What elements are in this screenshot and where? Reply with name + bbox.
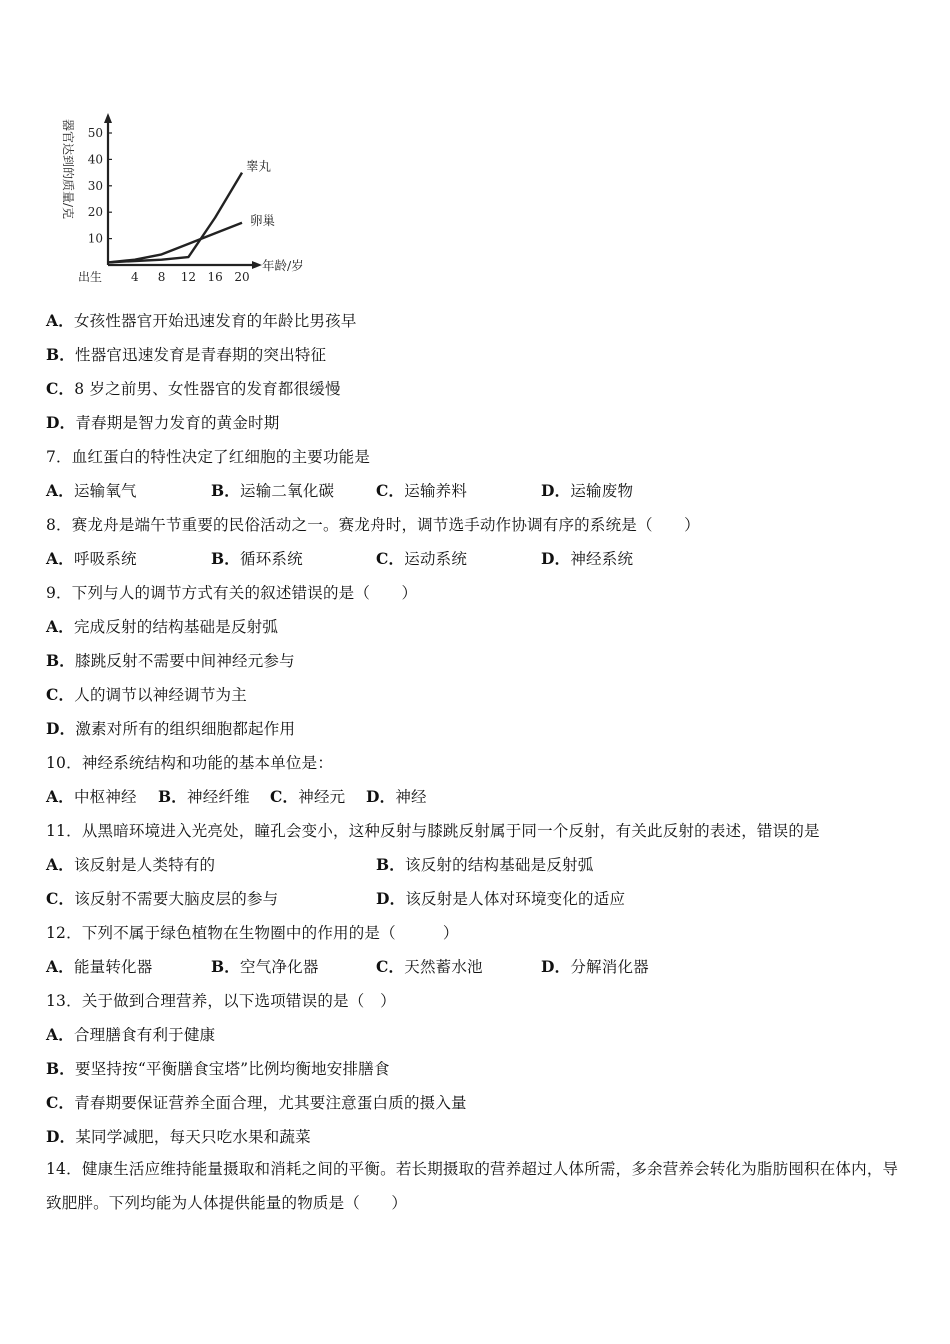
x-axis-arrow bbox=[252, 261, 262, 269]
option-letter: C． bbox=[46, 379, 75, 398]
option-letter: B． bbox=[46, 345, 76, 364]
option-text: 8 岁之前男、女性器官的发育都很缓慢 bbox=[74, 380, 341, 398]
q7-option-b: B．运输二氧化碳 bbox=[211, 481, 335, 500]
q10-option-d: D．神经 bbox=[366, 787, 427, 806]
x-tick-label: 16 bbox=[207, 270, 223, 284]
q11-option-d: D．该反射是人体对环境变化的适应 bbox=[376, 889, 626, 908]
option-text: 性器官迅速发育是青春期的突出特征 bbox=[75, 346, 327, 364]
q12-option-a: A．能量转化器 bbox=[46, 957, 153, 976]
q13-option-a: A．合理膳食有利于健康 bbox=[46, 1025, 216, 1044]
q11-stem: 11．从黑暗环境进入光亮处，瞳孔会变小，这种反射与膝跳反射属于同一个反射，有关此反射的表述，错误的是 bbox=[46, 822, 820, 840]
q12-stem: 12．下列不属于绿色植物在生物圈中的作用的是（ ） bbox=[46, 924, 459, 942]
series-line-2 bbox=[108, 223, 242, 263]
organ-mass-chart bbox=[40, 100, 320, 300]
y-axis-label: 器官达到的质量/克 bbox=[61, 119, 75, 220]
q13-option-b: B．要坚持按“平衡膳食宝塔”比例均衡地安排膳食 bbox=[46, 1059, 390, 1078]
y-axis-arrow bbox=[104, 113, 112, 123]
q11-option-b: B．该反射的结构基础是反射弧 bbox=[376, 855, 594, 874]
y-tick-label: 20 bbox=[87, 205, 103, 220]
option-letter: A． bbox=[46, 311, 74, 330]
q8-option-a: A．呼吸系统 bbox=[46, 549, 137, 568]
x-tick-label: 出生 bbox=[77, 270, 103, 284]
q12-option-c: C．天然蓄水池 bbox=[376, 957, 483, 976]
q13-option-c: C．青春期要保证营养全面合理，尤其要注意蛋白质的摄入量 bbox=[46, 1093, 467, 1112]
q9-option-a: A．完成反射的结构基础是反射弧 bbox=[46, 617, 279, 636]
q10-option-c: C．神经元 bbox=[270, 787, 346, 806]
q11-option-c: C．该反射不需要大脑皮层的参与 bbox=[46, 889, 279, 908]
q9-option-d: D．激素对所有的组织细胞都起作用 bbox=[46, 719, 296, 738]
y-tick-label: 40 bbox=[87, 152, 103, 167]
q12-option-d: D．分解消化器 bbox=[541, 957, 649, 976]
q8-option-b: B．循环系统 bbox=[211, 549, 303, 568]
q10-stem: 10．神经系统结构和功能的基本单位是： bbox=[46, 754, 334, 772]
q8-option-d: D．神经系统 bbox=[541, 549, 634, 568]
q10-option-a: A．中枢神经 bbox=[46, 787, 137, 806]
y-tick-label: 10 bbox=[87, 231, 103, 246]
q12-option-b: B．空气净化器 bbox=[211, 957, 319, 976]
q9-option-b: B．膝跳反射不需要中间神经元参与 bbox=[46, 651, 295, 670]
q7-option-c: C．运输养料 bbox=[376, 481, 468, 500]
x-tick-label: 20 bbox=[234, 270, 250, 284]
series-label: 卵巢 bbox=[250, 212, 276, 228]
q6-option-a bbox=[46, 311, 357, 331]
q9-option-c: C．人的调节以神经调节为主 bbox=[46, 685, 247, 704]
q7-option-a: A．运输氧气 bbox=[46, 481, 137, 500]
y-tick-label: 50 bbox=[87, 126, 103, 140]
q7-stem: 7．血红蛋白的特性决定了红细胞的主要功能是 bbox=[46, 448, 371, 466]
q8-stem: 8．赛龙舟是端午节重要的民俗活动之一。赛龙舟时，调节选手动作协调有序的系统是（ ） bbox=[46, 516, 700, 534]
q10-option-b: B．神经纤维 bbox=[158, 787, 250, 806]
q6-option-c bbox=[46, 379, 341, 399]
q9-stem: 9．下列与人的调节方式有关的叙述错误的是（ ） bbox=[46, 584, 418, 602]
q6-option-b bbox=[46, 345, 326, 365]
y-tick-label: 30 bbox=[87, 178, 103, 193]
option-letter: D． bbox=[46, 413, 76, 432]
q6-option-d bbox=[46, 413, 279, 433]
q7-option-d: D．运输废物 bbox=[541, 481, 634, 500]
q8-option-c: C．运动系统 bbox=[376, 549, 468, 568]
option-text: 女孩性器官开始迅速发育的年龄比男孩早 bbox=[73, 312, 357, 330]
q11-option-a: A．该反射是人类特有的 bbox=[46, 855, 216, 874]
x-tick-label: 4 bbox=[130, 270, 139, 284]
q13-stem: 13．关于做到合理营养，以下选项错误的是（ ） bbox=[46, 992, 396, 1010]
x-axis-label: 年龄/岁 bbox=[262, 258, 304, 273]
q14-stem: 14．健康生活应维持能量摄取和消耗之间的平衡。若长期摄取的营养超过人体所需，多余营养会转化为脂肪囤积在体内，导致肥胖。下列均能为人体提供能量的物质是（ ） bbox=[46, 1160, 899, 1212]
x-tick-label: 12 bbox=[180, 270, 197, 284]
q13-option-d: D．某同学减肥，每天只吃水果和蔬菜 bbox=[46, 1127, 311, 1146]
x-tick-label: 8 bbox=[157, 270, 166, 284]
series-label: 睾丸 bbox=[246, 158, 272, 174]
option-text: 青春期是智力发育的黄金时期 bbox=[75, 414, 280, 432]
